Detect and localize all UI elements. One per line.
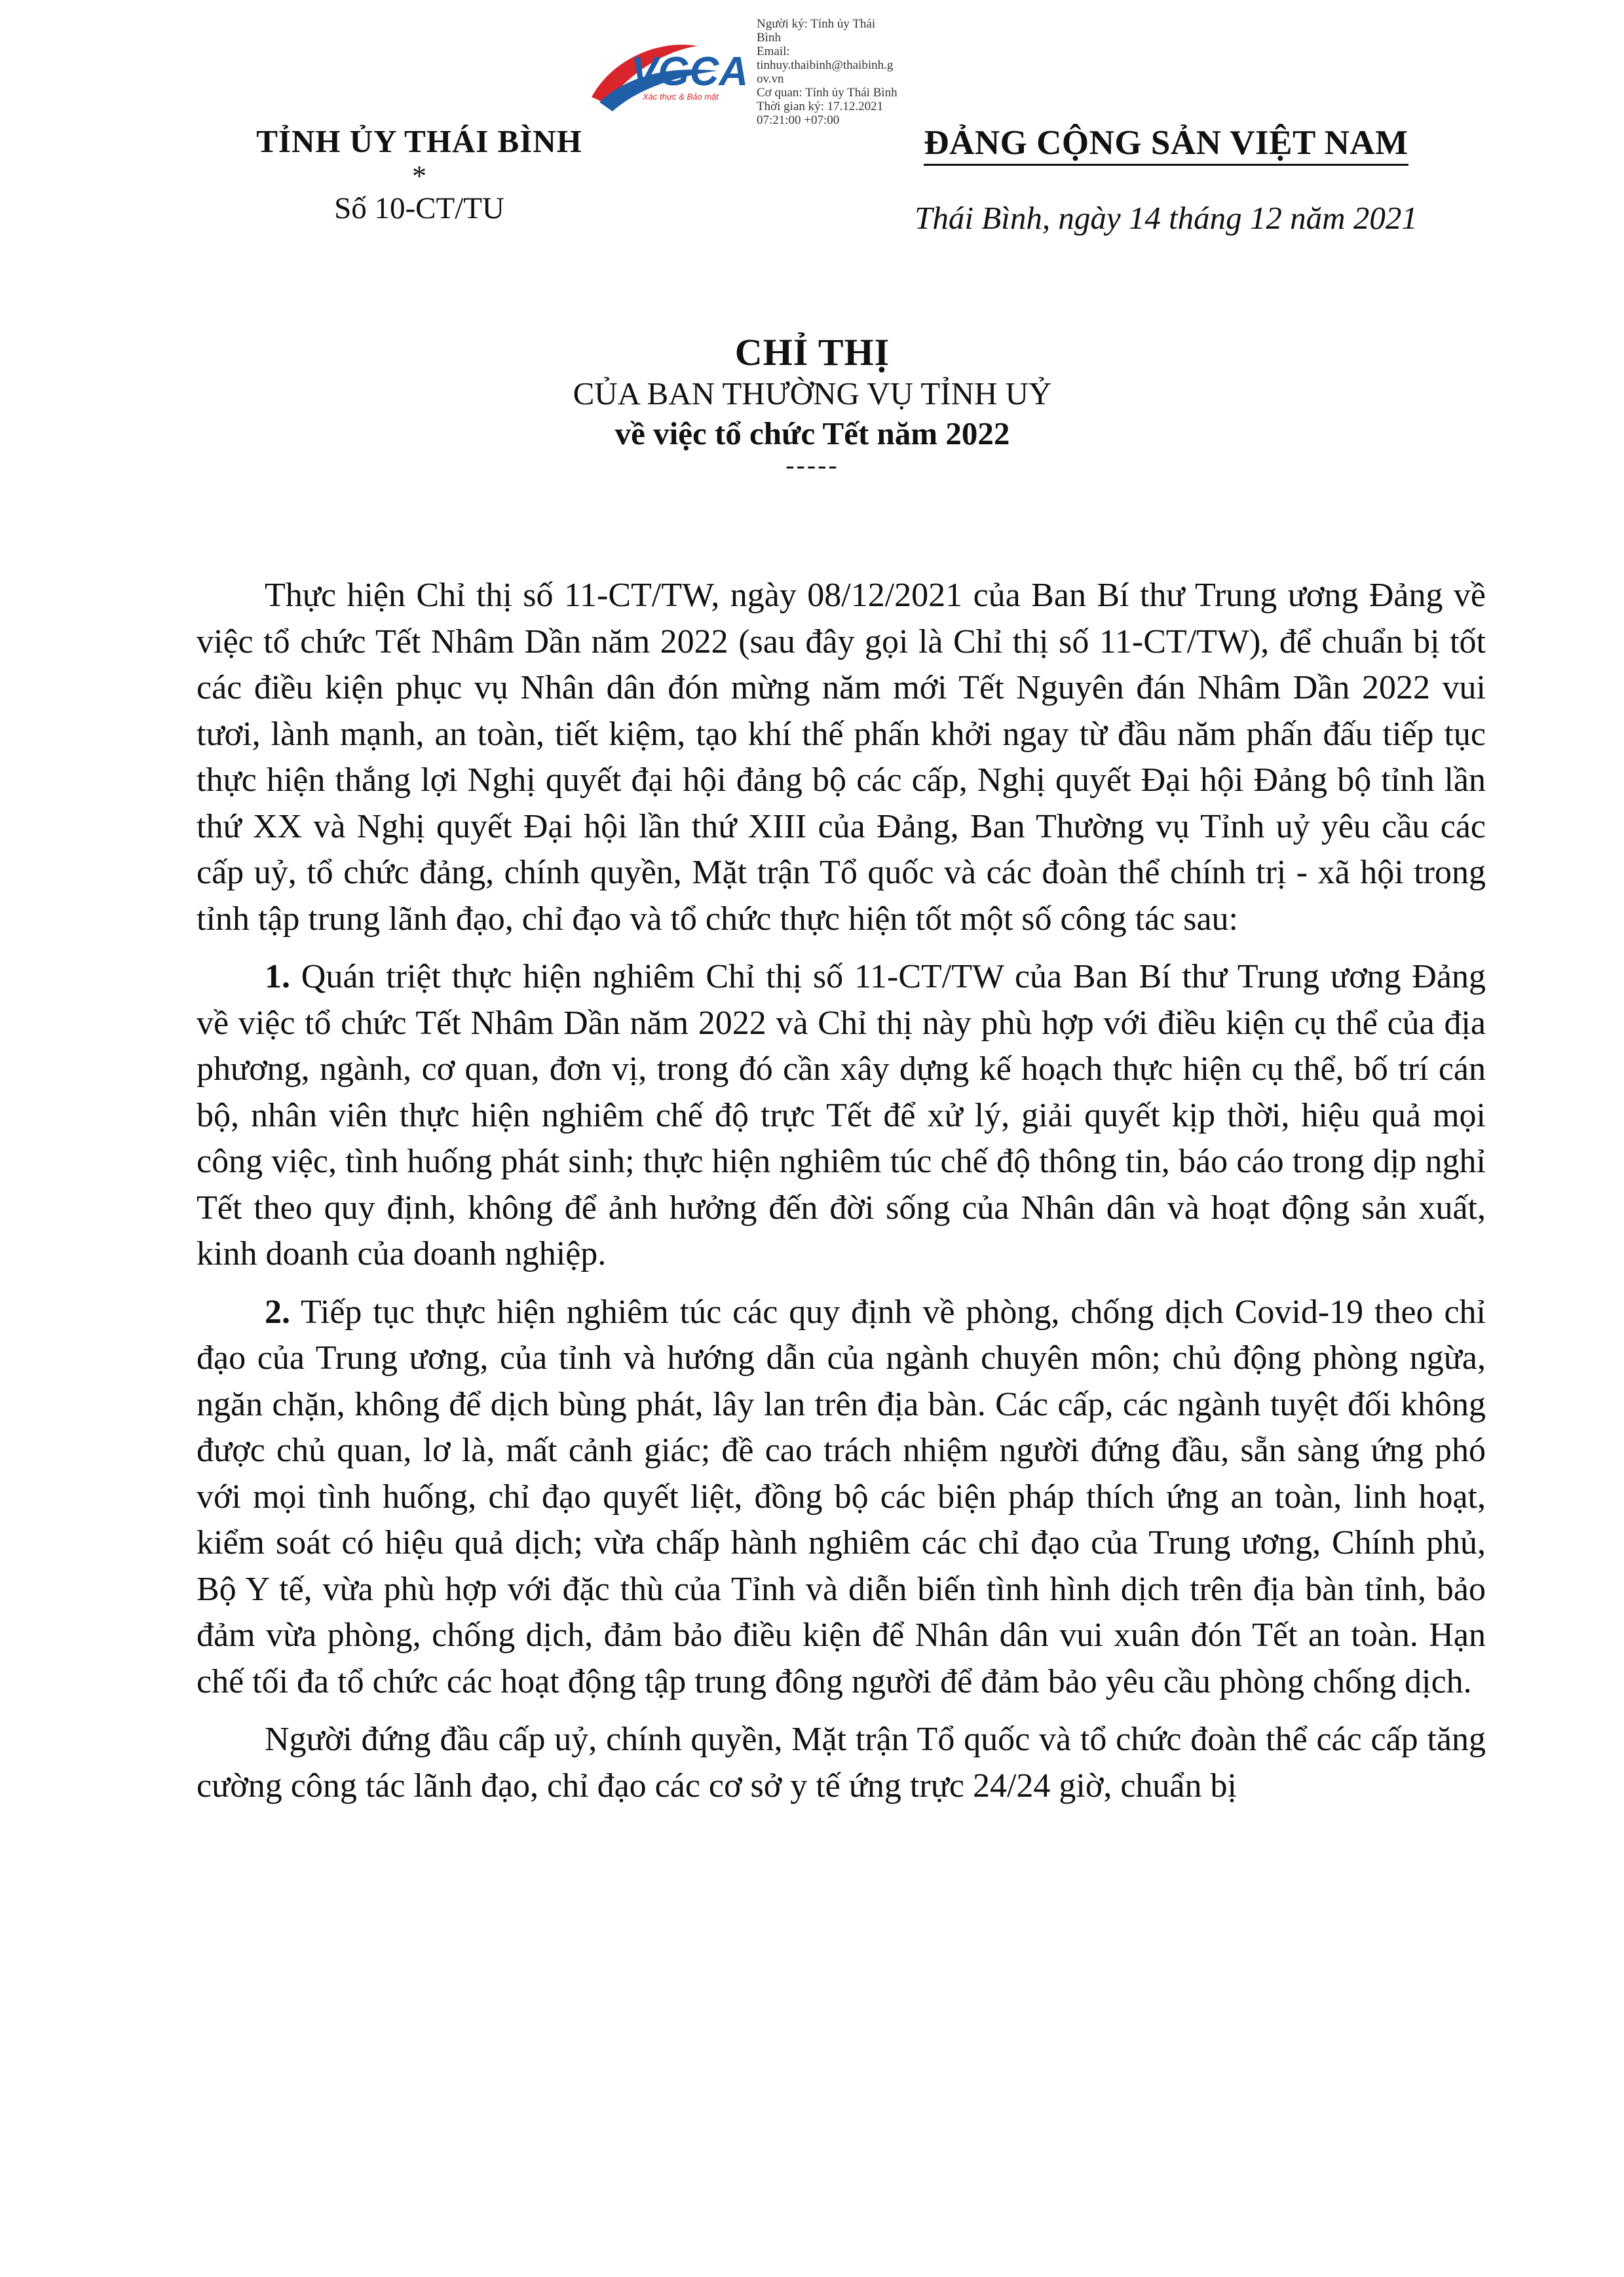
party-header	[852, 123, 1481, 237]
signature-line: Cơ quan: Tỉnh ủy Thái Bình	[757, 86, 897, 100]
paragraph-3: Người đứng đầu cấp uỷ, chính quyền, Mặt trận Tổ quốc và tổ chức đoàn thể các cấp tăng cường công tác lãnh đạo, chỉ đạo các cơ sở y tế ứng trực 24/24 giờ, chuẩn bị	[197, 1721, 1486, 1805]
item-1-number: 1.	[265, 958, 290, 995]
signature-info	[757, 17, 966, 127]
organization-name: TỈNH ỦY THÁI BÌNH	[256, 123, 582, 159]
signature-line: 07:21:00 +07:00	[757, 113, 840, 127]
document-issuer: CỦA BAN THƯỜNG VỤ TỈNH UỶ	[573, 375, 1052, 411]
item-2-text: Tiếp tục thực hiện nghiêm túc các quy định về phòng, chống dịch Covid-19 theo chỉ đạo của Trung ương, của tỉnh và hướng dẫn của ngành chuyên môn; chủ động phòng ngừa, ngăn chặn, không để dịch bùng phát, lây lan trên địa bàn. Các cấp, các ngành tuyệt đối không được chủ quan, lơ là, mất cảnh giác; đề cao trách nhiệm người đứng đầu, sẵn sàng ứng phó với mọi tình huống, chỉ đạo quyết liệt, đồng bộ các biện pháp thích ứng an toàn, linh hoạt, kiểm soát có hiệu quả dịch; vừa chấp hành nghiêm các chỉ đạo của Trung ương, Chính phủ, Bộ Y tế, vừa phù hợp với đặc thù của Tỉnh và diễn biến tình hình dịch trên địa bàn tỉnh, bảo đảm vừa phòng, chống dịch, đảm bảo điều kiện để Nhân dân vui xuân đón Tết an toàn. Hạn chế tối đa tổ chức các hoạt động tập trung đông người để đảm bảo yêu cầu phòng chống dịch.	[197, 1293, 1486, 1700]
document-body	[197, 573, 1486, 1809]
vgca-logo-graphic	[586, 20, 750, 118]
signature-line: Bình	[757, 31, 781, 45]
place-date: Thái Bình, ngày 14 tháng 12 năm 2021	[915, 200, 1418, 236]
issuer-header	[203, 123, 635, 227]
item-1-text: Quán triệt thực hiện nghiêm Chỉ thị số 11-CT/TW của Ban Bí thư Trung ương Đảng về việc tổ chức Tết Nhâm Dần năm 2022 và Chỉ thị này phù hợp với điều kiện cụ thể của địa phương, ngành, cơ quan, đơn vị, trong đó cần xây dựng kế hoạch thực hiện cụ thể, bố trí cán bộ, nhân viên thực hiện nghiêm chế độ trực Tết để xử lý, giải quyết kịp thời, hiệu quả mọi công việc, tình huống phát sinh; thực hiện nghiêm túc chế độ thông tin, báo cáo trong dịp nghỉ Tết theo quy định, không để ảnh hưởng đến đời sống của Nhân dân và hoạt động sản xuất, kinh doanh của doanh nghiệp.	[197, 958, 1486, 1272]
document-number: Số 10-CT/TU	[334, 191, 504, 225]
signature-line: tinhuy.thaibinh@thaibinh.g	[757, 58, 894, 72]
document-title	[197, 331, 1428, 480]
star-mark: *	[412, 160, 426, 192]
signature-line: ov.vn	[757, 72, 784, 86]
document-type: CHỈ THỊ	[734, 331, 890, 373]
signature-line: Thời gian ký: 17.12.2021	[757, 100, 884, 113]
signature-line: Email:	[757, 45, 790, 58]
document-subject: về việc tổ chức Tết năm 2022	[614, 415, 1010, 451]
item-2-number: 2.	[265, 1293, 290, 1331]
vgca-logo	[586, 20, 750, 118]
party-name: ĐẢNG CỘNG SẢN VIỆT NAM	[924, 123, 1408, 166]
logo-subtext: Xác thực & Bảo mật	[643, 92, 719, 102]
title-separator: -----	[785, 450, 839, 480]
logo-wordmark: VGCA	[631, 49, 749, 94]
item-2-paragraph	[197, 1290, 1486, 1706]
signature-line: Người ký: Tỉnh ủy Thái	[757, 17, 876, 31]
item-1-paragraph	[197, 954, 1486, 1278]
intro-paragraph: Thực hiện Chỉ thị số 11-CT/TW, ngày 08/12/2021 của Ban Bí thư Trung ương Đảng về việc tổ chức Tết Nhâm Dần năm 2022 (sau đây gọi là Chỉ thị số 11-CT/TW), để chuẩn bị tốt các điều kiện phục vụ Nhân dân đón mừng năm mới Tết Nguyên đán Nhâm Dần 2022 vui tươi, lành mạnh, an toàn, tiết kiệm, tạo khí thế phấn khởi ngay từ đầu năm phấn đấu tiếp tục thực hiện thắng lợi Nghị quyết đại hội đảng bộ các cấp, Nghị quyết Đại hội Đảng bộ tỉnh lần thứ XX và Nghị quyết Đại hội lần thứ XIII của Đảng, Ban Thường vụ Tỉnh uỷ yêu cầu các cấp uỷ, tổ chức đảng, chính quyền, Mặt trận Tổ quốc và các đoàn thể chính trị - xã hội trong tỉnh tập trung lãnh đạo, chỉ đạo và tổ chức thực hiện tốt một số công tác sau:	[197, 577, 1486, 938]
